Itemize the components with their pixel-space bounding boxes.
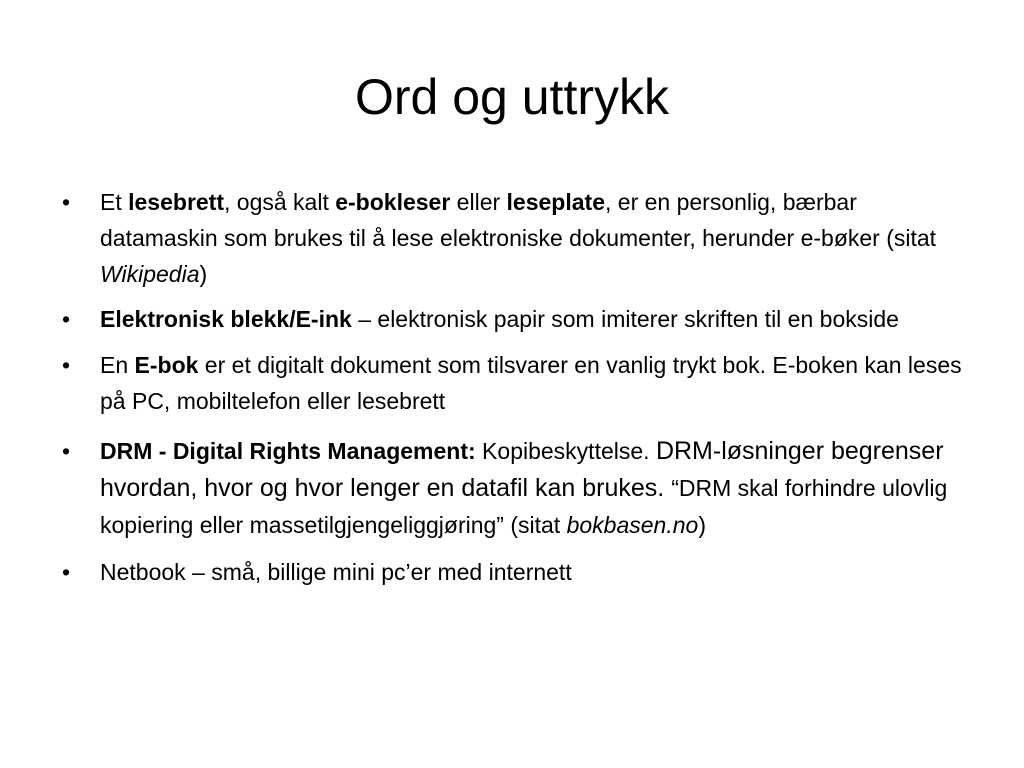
bullet-item-netbook [62,554,962,590]
text: ) [199,261,208,287]
source-bokbasen: bokbasen.no [566,512,699,538]
bullet-marker: • [62,306,71,332]
term-leseplate: leseplate [506,189,605,215]
text: Netbook – små, billige mini pc’er med internett [100,559,572,585]
bullet-marker: • [62,189,71,215]
source-wikipedia: Wikipedia [100,261,200,287]
text: “DRM skal forhindre ulovlig kopiering eller massetilgjengeliggjøring” (sitat [100,475,948,538]
text-large: DRM-løsninger begrenser hvordan, hvor og hvor lenger en datafil kan brukes. [100,437,944,502]
term-elektronisk-blekk: Elektronisk blekk/E-ink [100,306,352,332]
bullet-list [62,184,962,600]
text: eller [450,189,507,215]
text: En [100,352,135,378]
bullet-item-e-bok [62,347,962,419]
text: er et digitalt dokument som tilsvarer en vanlig trykt bok. E-boken kan leses på PC, mobiltelefon eller lesebrett [100,352,962,414]
term-e-bok: E-bok [134,352,199,378]
slide-title: Ord og uttrykk [355,69,669,125]
term-e-bokleser: e-bokleser [335,189,451,215]
text: Kopibeskyttelse. [475,438,656,464]
bullet-item-e-ink [62,301,962,337]
bullet-marker: • [62,438,71,464]
text: Et [100,189,129,215]
text: ) [698,512,706,538]
bullet-marker: • [62,352,71,378]
text: , er en personlig, bærbar datamaskin som brukes til å lese elektroniske dokumenter, herunder e-bøker (sitat [100,189,937,251]
bullet-item-lesebrett [62,184,962,292]
text: – elektronisk papir som imiterer skriften til en bokside [351,306,899,332]
text: , også kalt [224,189,336,215]
bullet-item-drm [62,433,962,544]
term-lesebrett: lesebrett [128,189,224,215]
bullet-marker: • [62,559,71,585]
term-drm: DRM - Digital Rights Management: [100,438,476,464]
